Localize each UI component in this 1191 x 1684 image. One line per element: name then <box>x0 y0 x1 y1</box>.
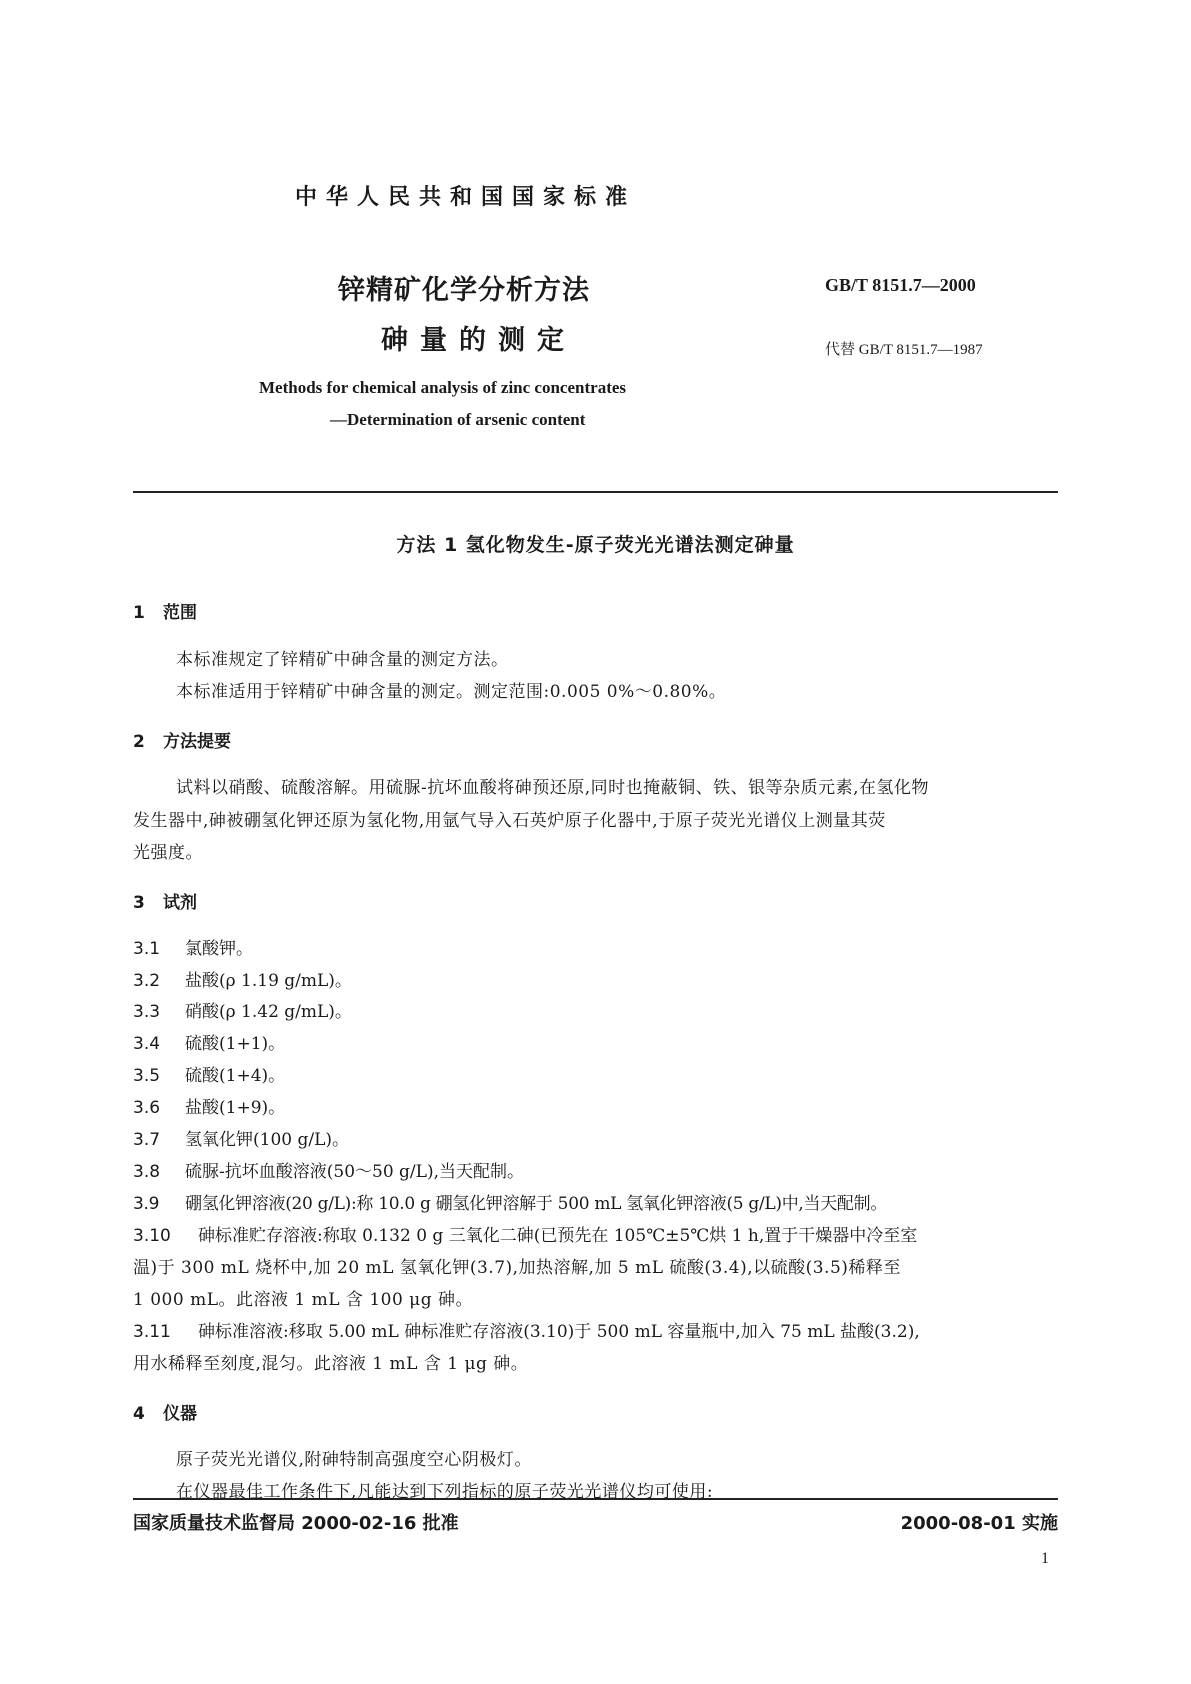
item-number: 3.10 <box>133 1226 171 1246</box>
item-text: 盐酸(1+9)。 <box>185 1098 286 1118</box>
reagent-item <box>133 997 352 1022</box>
principle-line-1: 试料以硝酸、硫酸溶解。用硫脲-抗坏血酸将砷预还原,同时也掩蔽铜、铁、银等杂质元素,在氢化物 <box>176 778 930 798</box>
item-text: 盐酸(ρ 1.19 g/mL)。 <box>185 971 352 991</box>
item-text: 氯酸钾。 <box>185 939 253 959</box>
section-title: 仪器 <box>163 1404 197 1424</box>
item-number: 3.6 <box>133 1098 161 1118</box>
section-number: 3 <box>133 893 145 913</box>
apparatus-paragraph-2: 在仪器最佳工作条件下,凡能达到下列指标的原子荧光光谱仪均可使用: <box>176 1482 714 1502</box>
reagent-item <box>133 1029 285 1054</box>
section-heading-apparatus <box>133 1399 197 1424</box>
item-number: 3.4 <box>133 1034 161 1054</box>
principle-line-2: 发生器中,砷被硼氢化钾还原为氢化物,用氩气导入石英炉原子化器中,于原子荧光光谱仪上测量其荧 <box>133 811 886 831</box>
item-number: 3.8 <box>133 1162 161 1182</box>
reagent-item-3-11-line2: 用水稀释至刻度,混匀。此溶液 1 mL 含 1 μg 砷。 <box>133 1354 529 1374</box>
english-title-line1: Methods for chemical analysis of zinc concentrates <box>259 378 627 397</box>
reagent-item-3-10-line3: 1 000 mL。此溶液 1 mL 含 100 μg 砷。 <box>133 1290 474 1310</box>
item-text-line1: 砷标准溶液:移取 5.00 mL 砷标准贮存溶液(3.10)于 500 mL 容量瓶中,加入 75 mL 盐酸(3.2), <box>198 1322 920 1342</box>
section-heading-reagents <box>133 888 197 913</box>
national-standard-heading: 中华人民共和国国家标准 <box>295 185 637 210</box>
approval-statement: 国家质量技术监督局 2000-02-16 批准 <box>133 1513 459 1534</box>
section-heading-principle <box>133 727 231 752</box>
item-text: 硼氢化钾溶液(20 g/L):称 10.0 g 硼氢化钾溶解于 500 mL 氢氧化钾溶液(5 g/L)中,当天配制。 <box>185 1194 888 1214</box>
method-heading: 方法 1 氢化物发生-原子荧光光谱法测定砷量 <box>396 534 795 556</box>
reagent-item-3-11 <box>133 1317 920 1342</box>
reagent-item-3-10 <box>133 1221 917 1246</box>
section-title: 方法提要 <box>163 732 231 752</box>
document-title-line1: 锌精矿化学分析方法 <box>338 275 590 306</box>
item-text: 硝酸(ρ 1.42 g/mL)。 <box>185 1002 352 1022</box>
item-number: 3.5 <box>133 1066 161 1086</box>
footer-divider <box>133 1498 1058 1500</box>
item-number: 3.2 <box>133 971 161 991</box>
reagent-item <box>133 1061 285 1086</box>
reagent-item-3-10-line2: 温)于 300 mL 烧杯中,加 20 mL 氢氧化钾(3.7),加热溶解,加 5 mL 硫酸(3.4),以硫酸(3.5)稀释至 <box>133 1258 901 1278</box>
reagent-item <box>133 1157 524 1182</box>
item-number: 3.1 <box>133 939 161 959</box>
header-divider <box>133 491 1058 493</box>
item-number: 3.7 <box>133 1130 161 1150</box>
section-number: 2 <box>133 732 145 752</box>
item-number: 3.3 <box>133 1002 161 1022</box>
item-text-line1: 砷标准贮存溶液:称取 0.132 0 g 三氧化二砷(已预先在 105℃±5℃烘 1 h,置于干燥器中冷至室 <box>198 1226 918 1246</box>
apparatus-paragraph-1: 原子荧光光谱仪,附砷特制高强度空心阴极灯。 <box>176 1450 532 1470</box>
item-number: 3.9 <box>133 1194 160 1214</box>
english-title-line2: —Determination of arsenic content <box>330 410 586 429</box>
reagent-item <box>133 1125 349 1150</box>
reagent-item <box>133 966 352 991</box>
item-number: 3.11 <box>133 1322 171 1342</box>
section-title: 试剂 <box>163 893 197 913</box>
reagent-item <box>133 934 253 959</box>
implementation-date: 2000-08-01 实施 <box>900 1513 1058 1534</box>
scope-paragraph-2: 本标准适用于锌精矿中砷含量的测定。测定范围:0.005 0%～0.80%。 <box>176 682 727 702</box>
item-text: 硫脲-抗坏血酸溶液(50～50 g/L),当天配制。 <box>185 1162 524 1182</box>
section-title: 范围 <box>163 603 197 623</box>
reagent-item <box>133 1189 887 1214</box>
item-text: 硫酸(1+1)。 <box>185 1034 286 1054</box>
item-text: 氢氧化钾(100 g/L)。 <box>185 1130 350 1150</box>
principle-line-3: 光强度。 <box>133 843 203 863</box>
section-number: 1 <box>133 603 145 623</box>
standard-number: GB/T 8151.7—2000 <box>825 275 976 295</box>
scope-paragraph-1: 本标准规定了锌精矿中砷含量的测定方法。 <box>176 650 509 670</box>
page-number: 1 <box>1041 1550 1049 1567</box>
section-number: 4 <box>133 1404 145 1424</box>
section-heading-scope <box>133 598 197 623</box>
reagent-item <box>133 1093 285 1118</box>
replaces-standard: 代替 GB/T 8151.7—1987 <box>825 342 983 358</box>
document-title-line2: 砷量的测定 <box>381 325 576 356</box>
item-text: 硫酸(1+4)。 <box>185 1066 286 1086</box>
